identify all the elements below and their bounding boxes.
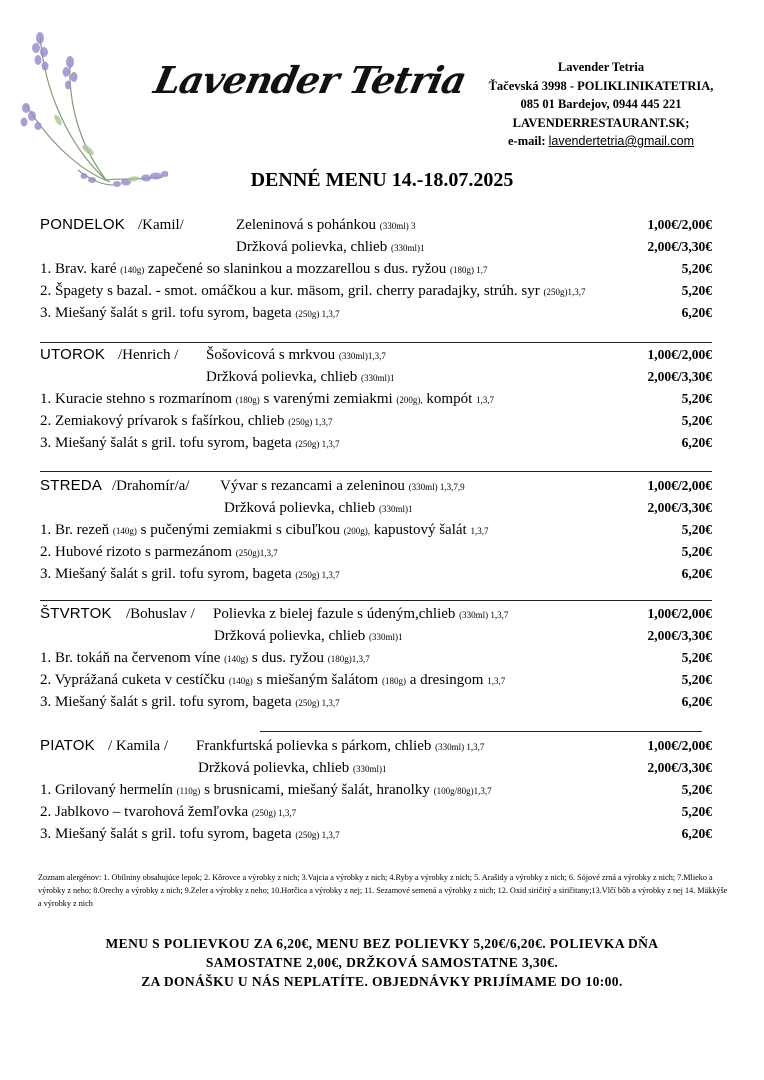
soup-row bbox=[40, 497, 712, 519]
dish-name: 3. Miešaný šalát s gril. tofu syrom, bageta bbox=[40, 694, 292, 710]
dish-extra: kompót bbox=[426, 391, 473, 407]
dish-weight: (250g) 1,3,7 bbox=[295, 698, 340, 708]
soup-name: Držková polievka, chlieb bbox=[198, 760, 350, 776]
soup-row bbox=[40, 214, 712, 236]
email-line bbox=[466, 132, 736, 151]
dish-text bbox=[40, 563, 340, 586]
dish-row bbox=[40, 801, 712, 823]
soup-price: 1,00€/2,00€ bbox=[647, 347, 712, 362]
soup-price: 1,00€/2,00€ bbox=[647, 478, 712, 493]
soup-item bbox=[236, 236, 424, 259]
soup-name: Vývar s rezancami a zeleninou bbox=[220, 478, 405, 494]
section-divider bbox=[40, 471, 712, 472]
soup-allergens: (330ml)1 bbox=[390, 243, 425, 253]
soup-row bbox=[40, 603, 712, 625]
dish-allergens: 1,3,7 bbox=[476, 395, 495, 405]
dish-price: 5,20€ bbox=[681, 391, 712, 406]
dish-weight: (250g)1,3,7 bbox=[235, 548, 278, 558]
dish-price: 6,20€ bbox=[681, 435, 712, 450]
dish-text bbox=[40, 432, 340, 455]
soup-item bbox=[224, 497, 412, 520]
soup-item bbox=[206, 344, 386, 367]
dish-weight: (140g) bbox=[112, 526, 137, 536]
soup-price: 2,00€/3,30€ bbox=[647, 369, 712, 384]
section-divider bbox=[40, 342, 712, 343]
soup-allergens: (330ml) 1,3,7 bbox=[459, 610, 509, 620]
soup-row bbox=[40, 366, 712, 388]
dish-row bbox=[40, 258, 712, 280]
dish-side: zapečené so slaninkou a mozzarellou s dus. ryžou bbox=[148, 261, 447, 277]
dish-name: 1. Br. rezeň bbox=[40, 522, 110, 538]
dish-name: 3. Miešaný šalát s gril. tofu syrom, bageta bbox=[40, 435, 292, 451]
soup-name: Držková polievka, chlieb bbox=[224, 500, 376, 516]
dish-row bbox=[40, 691, 712, 713]
soup-price: 2,00€/3,30€ bbox=[647, 500, 712, 515]
soup-price: 1,00€/2,00€ bbox=[647, 217, 712, 232]
dish-allergens: 1,3,7 bbox=[487, 676, 506, 686]
soup-name: Šošovicová s mrkvou bbox=[206, 347, 336, 363]
soup-allergens: (330ml)1 bbox=[368, 632, 403, 642]
cook-name: /Kamil/ bbox=[138, 217, 184, 233]
soup-allergens: (330ml)1 bbox=[360, 373, 395, 383]
dish-side: s brusnicami, miešaný šalát, hranolky bbox=[204, 782, 430, 798]
dish-weight: (140g) bbox=[224, 654, 249, 664]
soup-name: Polievka z bielej fazule s údeným,chlieb bbox=[213, 606, 456, 622]
section-divider bbox=[260, 731, 702, 732]
dish-text bbox=[40, 801, 296, 824]
dish-row bbox=[40, 779, 712, 801]
contact-line: LAVENDERRESTAURANT.SK; bbox=[512, 115, 690, 130]
dish-weight: (250g) 1,3,7 bbox=[295, 570, 340, 580]
dish-row bbox=[40, 541, 712, 563]
day-name: PIATOK bbox=[40, 737, 95, 754]
soup-price: 1,00€/2,00€ bbox=[647, 738, 712, 753]
soup-row bbox=[40, 625, 712, 647]
email-link[interactable]: lavendertetria@gmail.com bbox=[548, 134, 694, 148]
dish-row bbox=[40, 280, 712, 302]
dish-name: 1. Grilovaný hermelín bbox=[40, 782, 173, 798]
dish-row bbox=[40, 519, 712, 541]
dish-weight: (250g)1,3,7 bbox=[543, 287, 586, 297]
dish-weight: (200g), bbox=[396, 395, 423, 405]
dish-row bbox=[40, 410, 712, 432]
soup-allergens: (330ml)1,3,7 bbox=[338, 351, 386, 361]
dish-name: 3. Miešaný šalát s gril. tofu syrom, bageta bbox=[40, 566, 292, 582]
dish-text bbox=[40, 779, 492, 802]
cook-name: / Kamila / bbox=[108, 738, 168, 754]
footer-line: ZA DONÁŠKU U NÁS NEPLATÍTE. OBJEDNÁVKY PRIJÍMAME DO 10:00. bbox=[141, 974, 623, 989]
dish-weight: (140g) bbox=[228, 676, 253, 686]
dish-text bbox=[40, 258, 487, 281]
soup-name: Držková polievka, chlieb bbox=[236, 239, 388, 255]
footer-line: SAMOSTATNE 2,00€, DRŽKOVÁ SAMOSTATNE 3,30€. bbox=[205, 955, 559, 970]
dish-side: s dus. ryžou bbox=[251, 650, 324, 666]
dish-name: 1. Br. tokáň na červenom víne bbox=[40, 650, 221, 666]
day-name: ŠTVRTOK bbox=[40, 605, 112, 622]
dish-text bbox=[40, 647, 370, 670]
contact-line: Ťačevská 3998 - POLIKLINIKATETRIA, bbox=[488, 78, 714, 93]
dish-weight: (140g) bbox=[120, 265, 145, 275]
soup-name: Zeleninová s pohánkou bbox=[236, 217, 376, 233]
dish-text bbox=[40, 691, 340, 714]
dish-price: 5,20€ bbox=[681, 283, 712, 298]
section-divider bbox=[40, 600, 712, 601]
soup-allergens: (330ml) 3 bbox=[379, 221, 416, 231]
dish-text bbox=[40, 388, 494, 411]
dish-price: 5,20€ bbox=[681, 650, 712, 665]
cook-name: /Henrich / bbox=[118, 347, 179, 363]
soup-price: 1,00€/2,00€ bbox=[647, 606, 712, 621]
dish-name: 2. Jablkovo – tvarohová žemľovka bbox=[40, 804, 249, 820]
soup-item bbox=[236, 214, 415, 237]
dish-name: 2. Vyprážaná cuketa v cestíčku bbox=[40, 672, 226, 688]
dish-text bbox=[40, 823, 340, 846]
soup-allergens: (330ml) 1,3,7,9 bbox=[408, 482, 465, 492]
soup-name: Frankfurtská polievka s párkom, chlieb bbox=[196, 738, 432, 754]
dish-weight: (110g) bbox=[176, 786, 201, 796]
dish-price: 6,20€ bbox=[681, 694, 712, 709]
day-name: STREDA bbox=[40, 477, 103, 494]
dish-text bbox=[40, 669, 505, 692]
dish-extra: kapustový šalát bbox=[373, 522, 467, 538]
soup-allergens: (330ml)1 bbox=[378, 504, 413, 514]
dish-weight: (180g) 1,7 bbox=[449, 265, 488, 275]
contact-line: Lavender Tetria bbox=[557, 60, 645, 74]
dish-weight: (250g) 1,3,7 bbox=[288, 417, 333, 427]
contact-line: 085 01 Bardejov, 0944 445 221 bbox=[520, 97, 682, 111]
dish-price: 6,20€ bbox=[681, 305, 712, 320]
soup-price: 2,00€/3,30€ bbox=[647, 628, 712, 643]
dish-row bbox=[40, 302, 712, 324]
soup-price: 2,00€/3,30€ bbox=[647, 760, 712, 775]
dish-weight: (250g) 1,3,7 bbox=[251, 808, 297, 818]
soup-allergens: (330ml)1 bbox=[352, 764, 387, 774]
dish-price: 6,20€ bbox=[681, 826, 712, 841]
dish-weight: (180g) bbox=[235, 395, 260, 405]
soup-row bbox=[40, 757, 712, 779]
dish-price: 5,20€ bbox=[681, 782, 712, 797]
soup-name: Držková polievka, chlieb bbox=[214, 628, 366, 644]
soup-item bbox=[220, 475, 465, 498]
soup-price: 2,00€/3,30€ bbox=[647, 239, 712, 254]
dish-text bbox=[40, 280, 586, 303]
dish-text bbox=[40, 519, 488, 542]
soup-allergens: (330ml) 1,3,7 bbox=[435, 742, 485, 752]
dish-weight: (250g) 1,3,7 bbox=[295, 309, 340, 319]
dish-row bbox=[40, 432, 712, 454]
dish-name: 2. Hubové rizoto s parmezánom bbox=[40, 544, 233, 560]
soup-name: Držková polievka, chlieb bbox=[206, 369, 358, 385]
dish-price: 5,20€ bbox=[681, 413, 712, 428]
dish-row bbox=[40, 669, 712, 691]
dish-name: 2. Špagety s bazal. - smot. omáčkou a kur. mäsom, gril. cherry paradajky, strúh. syr bbox=[40, 283, 540, 299]
dish-name: 1. Brav. karé bbox=[40, 261, 117, 277]
dish-name: 1. Kuracie stehno s rozmarínom bbox=[40, 391, 233, 407]
soup-row bbox=[40, 344, 712, 366]
dish-price: 5,20€ bbox=[681, 522, 712, 537]
soup-item bbox=[206, 366, 394, 389]
email-label: e-mail: bbox=[508, 134, 546, 148]
cook-name: /Bohuslav / bbox=[126, 606, 195, 622]
allergen-list: Zoznam alergénov: 1. Obilniny obsahujúce lepok; 2. Kôrovce a výrobky z nich; 3.Vajcia a výrobky z nich; 4.Ryby a výrobky z nich; 5. Arašidy a výrobky z nich; 6. Sójové zrná a výrobky z nich; 7.Mlieko a výrobky z neho; 8.Orechy a výrobky z nich; 9.Zeler a výrobky z neho; 10.Horčica a výrobky z nej; 11. Sezamové semená a výrobky z nich; 12. Oxid siričitý a siričitany;13.Vlčí bôb a výrobky z nej 14. Mäkkýše a výrobky z nich bbox=[38, 873, 728, 908]
dish-weight: (250g) 1,3,7 bbox=[295, 830, 340, 840]
page-title: DENNÉ MENU 14.-18.07.2025 bbox=[250, 169, 514, 191]
dish-price: 5,20€ bbox=[681, 261, 712, 276]
soup-row bbox=[40, 735, 712, 757]
soup-row bbox=[40, 475, 712, 497]
restaurant-logo: Lavender Tetria bbox=[150, 58, 470, 102]
dish-weight: (250g) 1,3,7 bbox=[295, 439, 340, 449]
dish-text bbox=[40, 541, 278, 564]
day-name: PONDELOK bbox=[40, 216, 125, 233]
soup-item bbox=[198, 757, 386, 780]
soup-item bbox=[213, 603, 508, 626]
cook-name: /Drahomír/a/ bbox=[112, 478, 190, 494]
footer-line: MENU S POLIEVKOU ZA 6,20€, MENU BEZ POLIEVKY 5,20€/6,20€. POLIEVKA DŇA bbox=[105, 936, 659, 951]
soup-row bbox=[40, 236, 712, 258]
dish-weight: (100g/80g)1,3,7 bbox=[433, 786, 492, 796]
dish-row bbox=[40, 563, 712, 585]
dish-row bbox=[40, 647, 712, 669]
dish-weight: (180g)1,3,7 bbox=[327, 654, 370, 664]
dish-price: 5,20€ bbox=[681, 544, 712, 559]
day-name: UTOROK bbox=[40, 346, 106, 363]
dish-price: 5,20€ bbox=[681, 672, 712, 687]
dish-name: 2. Zemiakový prívarok s fašírkou, chlieb bbox=[40, 413, 285, 429]
dish-weight: (200g), bbox=[343, 526, 371, 536]
dish-text bbox=[40, 410, 333, 433]
dish-weight: (180g) bbox=[381, 676, 406, 686]
soup-item bbox=[214, 625, 402, 648]
dish-side: s varenými zemiakmi bbox=[263, 391, 393, 407]
dish-side: s pučenými zemiakmi s cibuľkou bbox=[140, 522, 341, 538]
dish-row bbox=[40, 823, 712, 845]
dish-name: 3. Miešaný šalát s gril. tofu syrom, bageta bbox=[40, 826, 292, 842]
dish-name: 3. Miešaný šalát s gril. tofu syrom, bageta bbox=[40, 305, 292, 321]
dish-price: 6,20€ bbox=[681, 566, 712, 581]
dish-extra: a dresingom bbox=[409, 672, 484, 688]
dish-allergens: 1,3,7 bbox=[470, 526, 489, 536]
dish-side: s miešaným šalátom bbox=[256, 672, 379, 688]
dish-text bbox=[40, 302, 340, 325]
contact-block bbox=[466, 58, 736, 151]
dish-price: 5,20€ bbox=[681, 804, 712, 819]
dish-row bbox=[40, 388, 712, 410]
menu-footer bbox=[40, 934, 724, 991]
soup-item bbox=[196, 735, 484, 758]
